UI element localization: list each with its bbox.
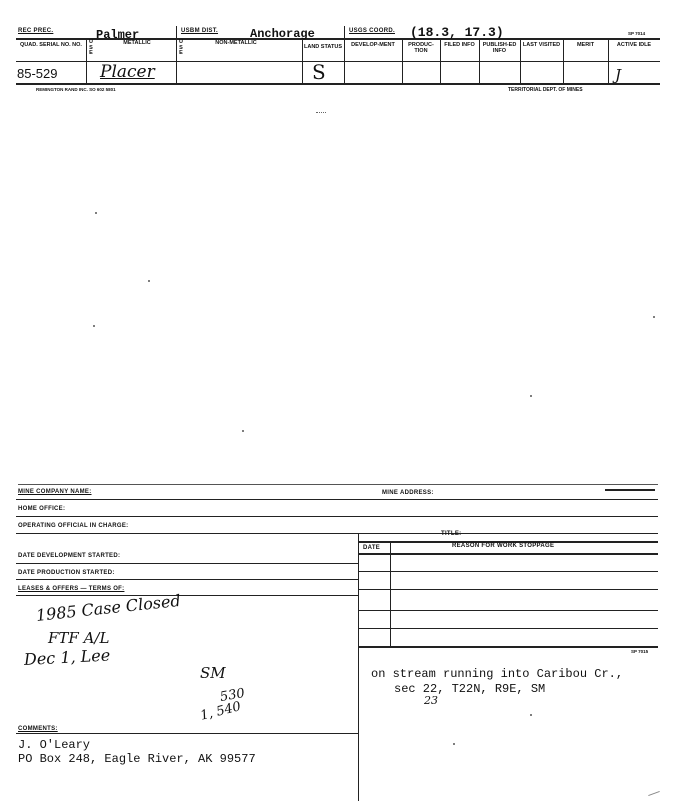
last-visited-label: LAST VISITED [522, 42, 561, 48]
use-metallic-code: U S E [89, 39, 93, 56]
rec-prec-value: Palmer [96, 28, 140, 42]
comment-line-2: PO Box 248, Eagle River, AK 99577 [18, 752, 256, 766]
date-production-label: DATE PRODUCTION STARTED: [18, 570, 115, 576]
speck [530, 395, 532, 397]
location-line-1: on stream running into Caribou Cr., [371, 667, 624, 681]
reason-column-label: REASON FOR WORK STOPPAGE [452, 543, 555, 549]
handwritten-note-ftf: FTF A/L [48, 629, 110, 647]
printer-imprint: REMINGTON RAND INC. SO 602 5801 [36, 87, 116, 92]
use-nonmetallic-code: U S E [179, 39, 183, 56]
handwritten-number-530: 530 [218, 685, 246, 706]
usbm-dist-value: Anchorage [250, 27, 315, 41]
comments-label: COMMENTS: [18, 726, 58, 732]
handwritten-note-case-closed: 1985 Case Closed [35, 590, 182, 625]
speck [242, 430, 244, 432]
title-label: TITLE: [441, 531, 462, 537]
operating-official-label: OPERATING OFFICIAL IN CHARGE: [18, 523, 129, 529]
speck [316, 112, 326, 113]
handwritten-note-date: Dec 1, Lee [23, 645, 111, 669]
location-line-2: sec 22, T22N, R9E, SM [394, 682, 546, 696]
form-number-bottom: SP 7015 [631, 649, 649, 654]
home-office-label: HOME OFFICE: [18, 506, 66, 512]
speck [148, 280, 150, 282]
merit-label: MERIT [576, 42, 595, 48]
land-status-label: LAND STATUS [304, 44, 342, 50]
speck [530, 714, 532, 716]
usgs-coord-value: (18.3, 17.3) [410, 25, 504, 40]
quad-serial-value: 85-529 [17, 66, 58, 81]
metallic-label: METALLIC [123, 40, 151, 46]
form-number: SP 7014 [628, 31, 646, 36]
location-note: 23 [424, 694, 438, 707]
rec-prec-label: REC PREC. [18, 28, 54, 34]
speck [653, 316, 655, 318]
handwritten-number-540: 1, 540 [198, 699, 243, 724]
production-label: PRODUC-TION [408, 42, 434, 54]
metallic-value: Placer [100, 62, 155, 82]
filed-info-label: FILED INFO [444, 42, 475, 48]
dept-imprint: TERRITORIAL DEPT. OF MINES [508, 87, 583, 93]
usbm-dist-label: USBM DIST. [181, 28, 219, 34]
speck [648, 791, 660, 796]
speck [93, 325, 95, 327]
active-idle-label: ACTIVE IDLE [616, 42, 652, 48]
usgs-coord-label: USGS COORD. [349, 28, 395, 34]
leases-label: LEASES & OFFERS — TERMS OF: [18, 586, 125, 592]
quad-serial-label: QUAD. SERIAL NO. NO. [20, 42, 82, 48]
development-label: DEVELOP-MENT [351, 42, 395, 48]
nonmetallic-label: NON-METALLIC [215, 40, 257, 46]
date-column-label: DATE [363, 545, 381, 551]
speck [95, 212, 97, 214]
mine-company-label: MINE COMPANY NAME: [18, 489, 92, 495]
mine-address-label: MINE ADDRESS: [382, 490, 434, 496]
published-info-label: PUBLISH-ED INFO [482, 42, 517, 54]
date-development-label: DATE DEVELOPMENT STARTED: [18, 553, 121, 559]
comment-line-1: J. O'Leary [18, 738, 91, 752]
active-idle-value: J [615, 66, 622, 84]
speck [453, 743, 455, 745]
land-status-value: S [312, 60, 326, 84]
handwritten-note-initials: SM [200, 664, 226, 682]
